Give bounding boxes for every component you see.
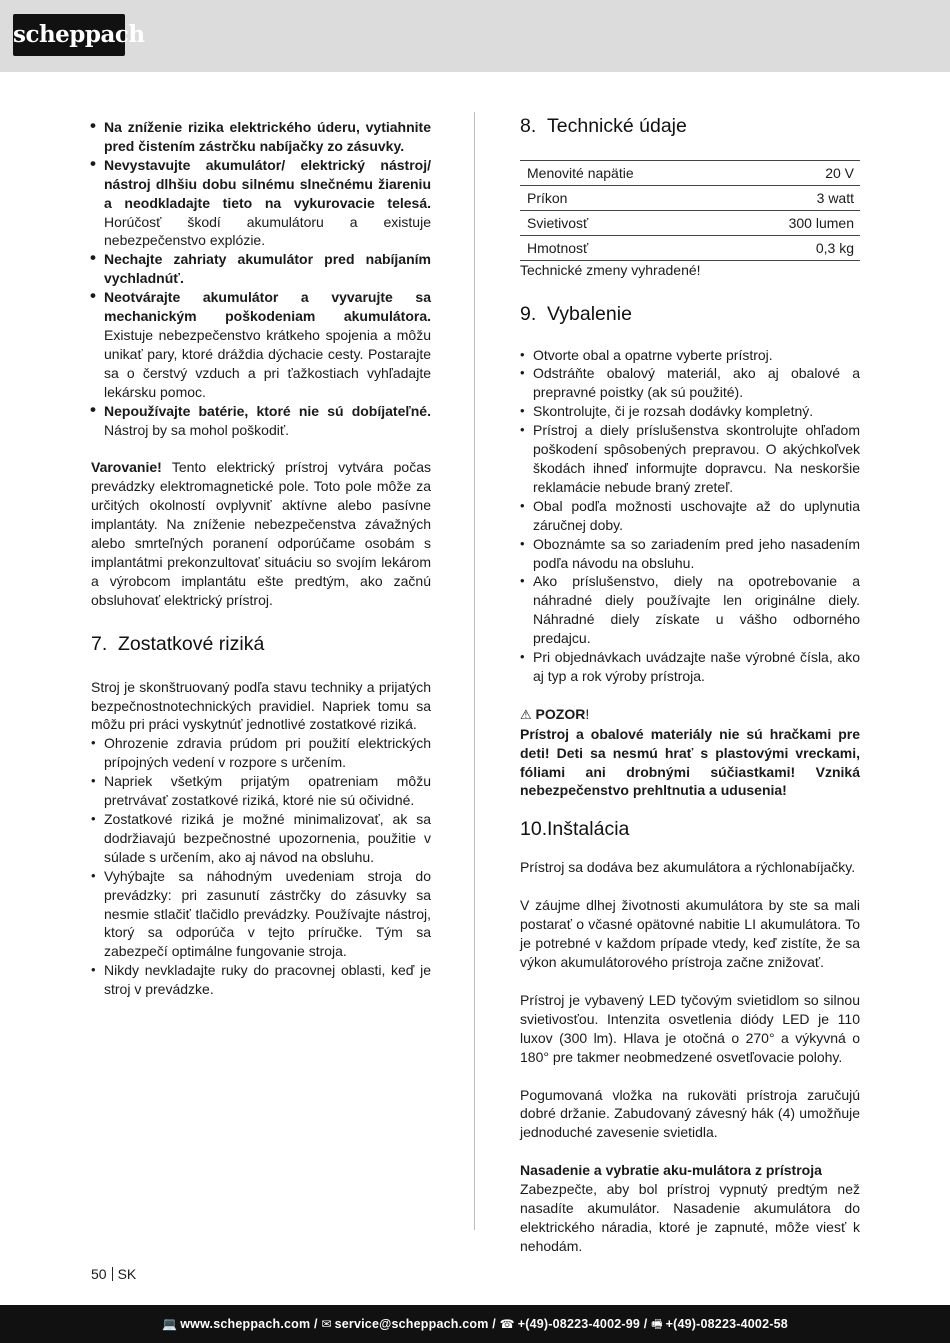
footer-web: www.scheppach.com /	[180, 1317, 318, 1331]
list-item: • Zostatkové riziká je možné minimalizovať, ak sa dodržiavajú bezpečnostné upozornenia, použitie v súlade s určením, ako aj návod na obsluhu.	[91, 810, 431, 867]
page-number: 50 SK	[91, 1266, 137, 1282]
list-item: • Napriek všetkým prijatým opatreniam môžu pretrvávať zostatkové riziká, ktoré nie sú očividné.	[91, 772, 431, 810]
table-row	[520, 185, 860, 210]
installation-paragraph: V záujme dlhej životnosti akumulátora by ste sa mali postarať o včasné opätovné nabitie LI akumulátora. To je potrebné v každom prípade vtedy, keď zistíte, že sa výkon akumulátorového prístroja začne znižovať.	[520, 897, 860, 970]
right-column	[520, 114, 860, 1256]
list-item: • Pri objednávkach uvádzajte naše výrobné čísla, ako aj typ a rok výroby prístroja.	[520, 648, 860, 686]
section-8-heading: 8. Technické údaje	[520, 115, 687, 137]
footer-phone: +(49)-08223-4002-99 /	[517, 1317, 648, 1331]
fax-icon: 🖷	[651, 1317, 663, 1331]
list-item: • Oboznámte sa so zariadením pred jeho nasadením podľa návodu na obsluhu.	[520, 535, 860, 573]
section-7-heading: 7. Zostatkové riziká	[91, 632, 265, 655]
technical-data-table	[520, 160, 860, 261]
technical-note: Technické zmeny vyhradené!	[520, 261, 701, 278]
caution-text: Prístroj a obalové materiály nie sú hračkami pre deti! Deti sa nesmú hrať s plastovými vreckami, fóliami ani drobnými súčiastkami! Vzniká nebezpečenstvo prehltnutia a udusenia!	[520, 725, 860, 799]
residual-risk-list	[91, 734, 431, 999]
list-item: • Vyhýbajte sa náhodným uvedeniam stroja do prevádzky: pri zasunutí zástrčky do zásuvky sa nesmie stlačiť tlačidlo prevádzky. Používajte nástroj, ktorý sa odporúča v tejto príručke. Tým sa zabezpečí optimálne fungovanie stroja.	[91, 867, 431, 962]
footer-email: service@scheppach.com /	[334, 1317, 496, 1331]
column-divider	[474, 112, 475, 1230]
warning-triangle-icon: ⚠	[520, 706, 532, 722]
section-10-heading: 10.Inštalácia	[520, 818, 630, 841]
section-7-intro: Stroj je skonštruovaný podľa stavu techniky a prijatých bezpečnostnotechnických pravidiel. Napriek tomu sa môžu pri práci vyskytnúť jednotlivé zostatkové riziká.	[91, 678, 431, 733]
phone-icon: ☎	[499, 1317, 515, 1331]
spec-value: 20 V	[725, 161, 860, 186]
safety-item: • Nepoužívajte batérie, ktoré nie sú dobíjateľné. Nástroj by sa mohol poškodiť.	[91, 402, 431, 440]
list-item: • Nikdy nevkladajte ruky do pracovnej oblasti, keď je stroj v prevádzke.	[91, 961, 431, 999]
spec-value: 0,3 kg	[725, 235, 860, 260]
list-item: • Skontrolujte, či je rozsah dodávky kompletný.	[520, 402, 860, 421]
safety-item: • Na zníženie rizika elektrického úderu, vytiahnite pred čistením zástrčku nabíjačky zo zásuvky.	[91, 118, 431, 156]
safety-item: • Nechajte zahriaty akumulátor pred nabíjaním vychladnúť.	[91, 250, 431, 288]
safety-list	[91, 118, 431, 439]
installation-paragraph: Prístroj sa dodáva bez akumulátora a rýchlonabíjačky.	[520, 859, 856, 876]
caution-heading: ⚠ POZOR!	[520, 705, 590, 722]
footer-bar	[0, 1305, 950, 1343]
spec-value: 300 lumen	[725, 210, 860, 235]
spec-label: Príkon	[520, 185, 725, 210]
left-column	[91, 118, 431, 999]
em-field-warning: Varovanie! Tento elektrický prístroj vytvára počas prevádzky elektromagnetické pole. Toto pole môže za určitých okolností ovplyvniť aktívne alebo pasívne implantáty. Na zníženie nebezpečenstva závažných alebo smrteľných poranení odporúčame osobám s implantátmi prekonzultovať situáciu so svojím lekárom a výrobcom implantátu ešte predtým, ako začnú obsluhovať elektrický prístroj.	[91, 459, 431, 608]
table-row	[520, 161, 860, 186]
safety-item: • Neotvárajte akumulátor a vyvarujte sa mechanickým poškodeniam akumulátora. Existuje nebezpečenstvo krátkeho spojenia a môžu unikať pary, ktoré dráždia dýchacie cesty. Postarajte sa o čerstvý vzduch a pri ťažkostiach vyhľadajte lekársku pomoc.	[91, 288, 431, 401]
list-item: • Obal podľa možnosti uschovajte až do uplynutia záručnej doby.	[520, 497, 860, 535]
spec-label: Menovité napätie	[520, 161, 725, 186]
section-9-heading: 9. Vybalenie	[520, 302, 632, 325]
scheppach-logo: scheppach	[13, 14, 125, 56]
spec-label: Svietivosť	[520, 210, 725, 235]
mail-icon: ✉	[321, 1317, 332, 1331]
list-item: • Odstráňte obalový materiál, ako aj obalové a prepravné poistky (ak sú použité).	[520, 364, 860, 402]
list-item: • Otvorte obal a opatrne vyberte prístroj.	[520, 346, 860, 365]
installation-paragraph: Zabezpečte, aby bol prístroj vypnutý predtým než nasadíte akumulátor. Nasadenie akumulátora do elektrického náradia, ktoré je zapnuté, môže viesť k nehodám.	[520, 1181, 860, 1254]
spec-value: 3 watt	[725, 185, 860, 210]
installation-paragraph: Prístroj je vybavený LED tyčovým svietidlom so silnou svietivosťou. Intenzita osvetlenia diódy LED je 110 luxov (300 lm). Hlava je otočná o 270° a výkyvná o 180° pre takmer neobmedzené osvetľovacie polohy.	[520, 991, 860, 1065]
header-bar	[0, 0, 950, 72]
list-item: • Ako príslušenstvo, diely na opotrebovanie a náhradné diely používajte len originálne diely. Náhradné diely získate u vášho odborného predajcu.	[520, 572, 860, 648]
spec-label: Hmotnosť	[520, 235, 725, 260]
unpacking-list	[520, 346, 860, 686]
list-item: • Ohrozenie zdravia prúdom pri použití elektrických prípojných vedení v rozpore s určením.	[91, 734, 431, 772]
safety-item: • Nevystavujte akumulátor/ elektrický nástroj/ nástroj dlhšiu dobu silnému slnečnému žiareniu a neodkladajte tieto na vykurovacie telesá. Horúčosť škodí akumulátoru a existuje nebezpečenstvo explózie.	[91, 156, 431, 251]
table-row	[520, 210, 860, 235]
battery-subheading: Nasadenie a vybratie aku-mulátora z prístroja	[520, 1162, 822, 1179]
installation-paragraph: Pogumovaná vložka na rukoväti prístroja zaručujú dobré držanie. Zabudovaný závesný hák (4) umožňuje jednoduché zavesenie svietidla.	[520, 1086, 860, 1141]
computer-icon: 💻	[162, 1317, 178, 1331]
table-row	[520, 235, 860, 260]
list-item: • Prístroj a diely príslušenstva skontrolujte ohľadom poškodení spôsobených prepravou. O akýchkoľvek škodách ihneď informujte dopravcu. Na neskoršie reklamácie nebude braný zreteľ.	[520, 421, 860, 497]
footer-fax: +(49)-08223-4002-58	[665, 1317, 788, 1331]
